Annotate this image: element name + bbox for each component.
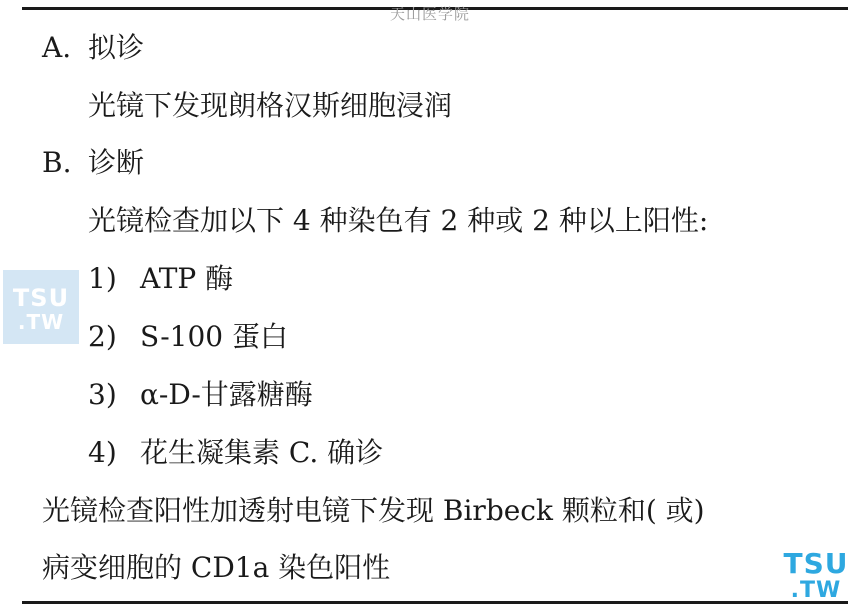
section-a-marker: A. [42, 31, 72, 64]
bottom-rule [22, 601, 848, 604]
list-item [88, 378, 313, 412]
list-item-text: ATP 酶 [140, 262, 234, 295]
logo-left-line1: TSU [12, 284, 70, 312]
section-b-heading [42, 146, 144, 180]
section-a-heading [42, 31, 144, 65]
list-item-number: 3) [88, 378, 117, 411]
tsu-logo-left [3, 270, 79, 344]
list-item-text: α-D-甘露糖酶 [140, 378, 313, 411]
list-item-number: 4) [88, 436, 117, 469]
logo-right-line2: .TW [790, 578, 842, 603]
list-item [88, 262, 233, 296]
section-b-marker: B. [42, 146, 72, 179]
section-b-body: 光镜检查加以下 4 种染色有 2 种或 2 种以上阳性: [88, 204, 709, 237]
logo-left-line2: .TW [17, 310, 65, 334]
section-b-title: 诊断 [88, 146, 145, 179]
list-item [88, 320, 288, 354]
list-item-text: S-100 蛋白 [140, 320, 289, 353]
logo-right-line1: TSU [783, 547, 849, 580]
list-item [88, 436, 383, 470]
list-item-text: 花生凝集素 C. 确诊 [140, 436, 384, 469]
section-a-body: 光镜下发现朗格汉斯细胞浸润 [88, 89, 453, 122]
watermark-text: 天山医学院 [389, 5, 470, 23]
section-c-line-1: 光镜检查阳性加透射电镜下发现 Birbeck 颗粒和( 或) [42, 494, 705, 527]
list-item-number: 1) [88, 262, 117, 295]
list-item-number: 2) [88, 320, 117, 353]
section-c-line-2: 病变细胞的 CD1a 染色阳性 [42, 551, 391, 584]
section-a-title: 拟诊 [88, 31, 145, 64]
tsu-logo-right [780, 548, 852, 604]
